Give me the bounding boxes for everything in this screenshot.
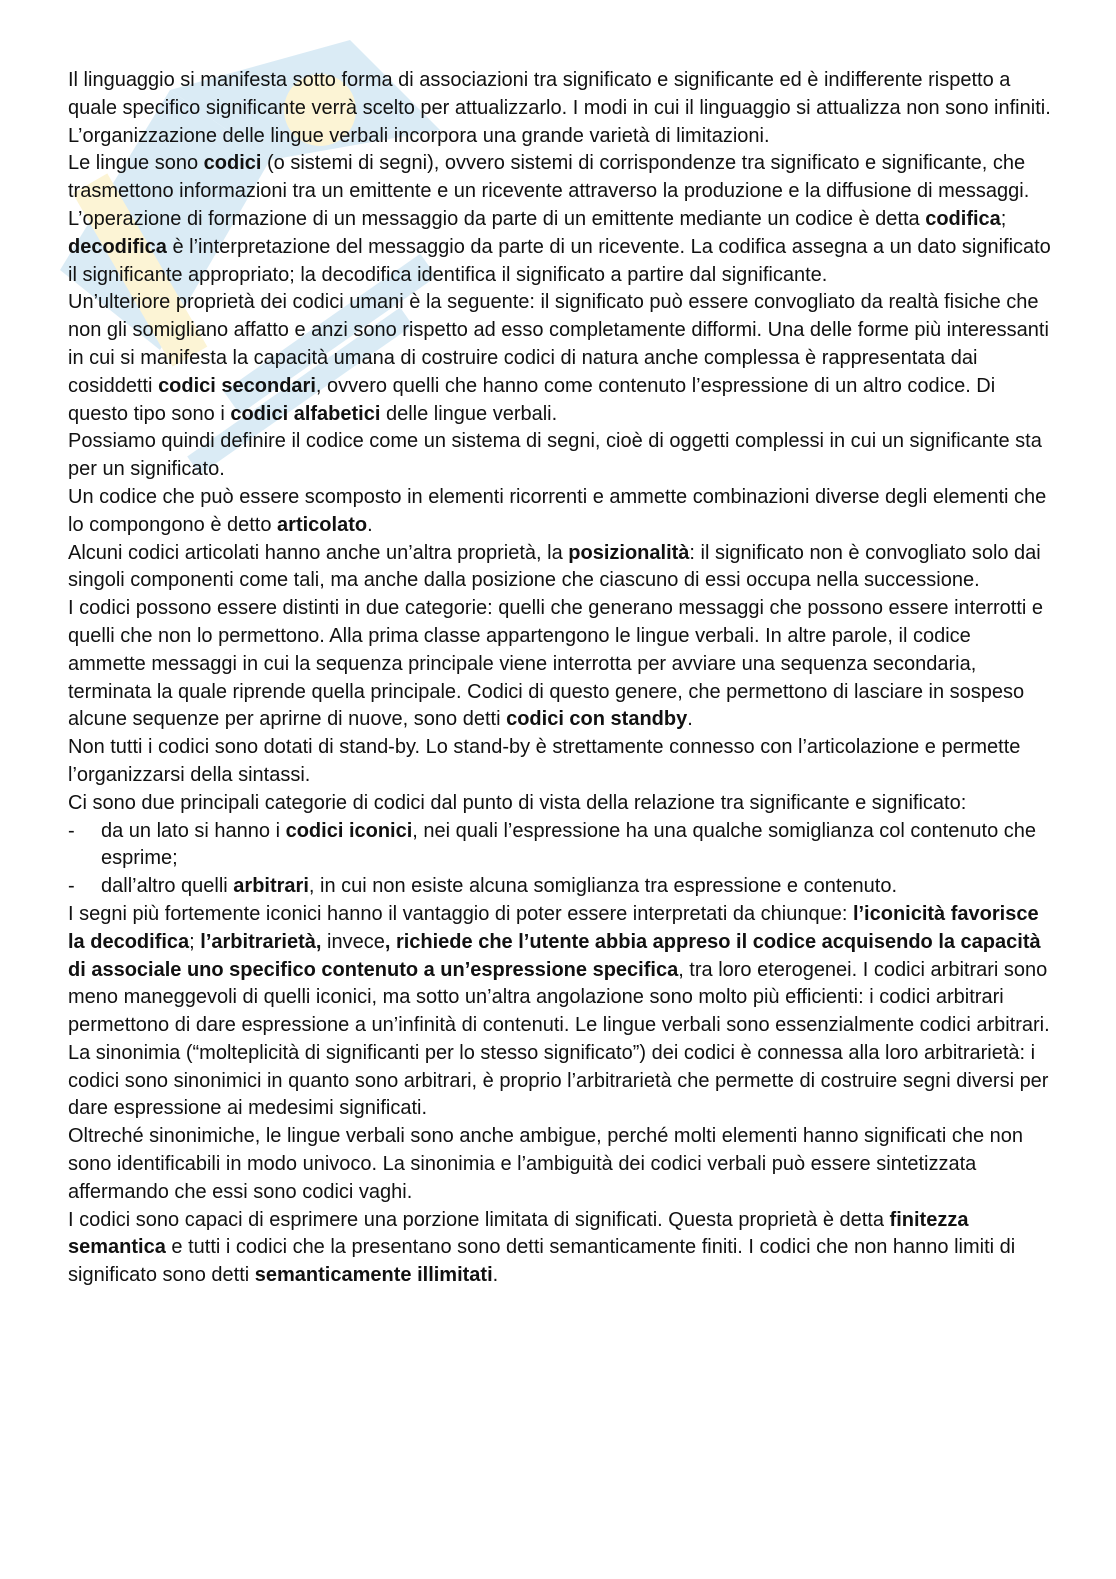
text: , tra loro eterogenei. I codici arbitrari sono meno maneggevoli di quelli iconici, ma sotto un’altra angolazione sono molto più efficienti: i codici arbitrari permettono di dare espressione a un’infinità di contenuti. Le lingue verbali sono essenzialmente codici arbitrari. (68, 958, 1050, 1037)
term-semanticamente-illimitati: semanticamente illimitati (254, 1264, 493, 1287)
text: : il significato non è convogliato solo dai singoli componenti come tali, ma anche dalla posizione che ciascuno di essi occupa nella successione. (68, 541, 1041, 592)
text: , nei quali l’espressione ha una qualche somiglianza col contenuto che esprime; (101, 819, 1037, 870)
text: è l’interpretazione del messaggio da parte di un ricevente. La codifica assegna a un dato significato il significante appropriato; la decodifica identifica il significato a partire dal significante. (68, 235, 1051, 286)
text: Alcuni codici articolati hanno anche un’altra proprietà, la (68, 541, 569, 564)
paragraph-standby-2: Non tutti i codici sono dotati di stand-by. Lo stand-by è strettamente connesso con l’articolazione e permette l’organizzarsi della sintassi. (68, 736, 1021, 786)
text: da un lato si hanno i (101, 819, 286, 842)
paragraph-iconicita (68, 901, 1053, 1040)
term-apprendimento-codice: , richiede che l’utente abbia appreso il codice acquisendo la capacità di associale uno specifico contenuto a un’espressione specifica (68, 930, 1041, 981)
paragraph-sinonimia: La sinonimia (“molteplicità di significanti per lo stesso significato”) dei codici è connessa alla loro arbitrarietà: i codici sono sinonimici in quanto sono arbitrari, è proprio l’arbitrarietà che permette di costruire segni diversi per dare espressione ai medesimi significati. (68, 1041, 1049, 1120)
term-codici-secondari: codici secondari (158, 374, 316, 397)
category-list (68, 818, 1053, 901)
term-codici-alfabetici: codici alfabetici (230, 402, 381, 425)
list-item (68, 818, 1053, 874)
text: I codici possono essere distinti in due categorie: quelli che generano messaggi che possono essere interrotti e quelli che non lo permettono. Alla prima classe appartengono le lingue verbali. In altre parole, il codice ammette messaggi in cui la sequenza principale viene interrotta per avviare una sequenza secondaria, terminata la quale riprende quella principale. Codici di questo genere, che permettono di lasciare in sospeso alcune sequenze per aprirne di nuove, sono detti (68, 597, 1044, 731)
paragraph-standby (68, 595, 1053, 734)
paragraph-ambiguita: Oltreché sinonimiche, le lingue verbali sono anche ambigue, perché molti elementi hanno significati che non sono identificabili in modo univoco. La sinonimia e l’ambiguità dei codici verbali può essere sintetizzata affermando che essi sono codici vaghi. (68, 1125, 1023, 1203)
paragraph-articolato (68, 484, 1053, 540)
document-body (68, 67, 1053, 1290)
text: . (492, 1264, 499, 1287)
text: Un codice che può essere scomposto in elementi ricorrenti e ammette combinazioni diverse degli elementi che lo compongono è detto (68, 485, 1047, 536)
term-arbitrari: arbitrari (233, 875, 309, 898)
paragraph-codici (68, 150, 1053, 289)
term-codifica: codifica (925, 207, 1001, 230)
text: delle lingue verbali. (380, 402, 558, 425)
term-decodifica: decodifica (68, 235, 167, 258)
text: , ovvero quelli che hanno come contenuto l’espressione di un altro codice. Di questo tipo sono i (68, 374, 996, 425)
paragraph-intro: Il linguaggio si manifesta sotto forma di associazioni tra significato e significante ed è indifferente rispetto a quale specifico significante verrà scelto per attualizzarlo. I modi in cui il linguaggio si attualizza non sono infiniti. L’organizzazione delle lingue verbali incorpora una grande varietà di limitazioni. (68, 69, 1051, 147)
paragraph-categorie: Ci sono due principali categorie di codici dal punto di vista della relazione tra significante e significato: (68, 791, 967, 814)
term-codici-con-standby: codici con standby (506, 708, 688, 731)
paragraph-codici-secondari (68, 289, 1053, 428)
text: ; (189, 930, 201, 953)
term-arbitrarieta: l’arbitrarietà, (200, 930, 322, 953)
text: e tutti i codici che la presentano sono detti semanticamente finiti. I codici che non hanno limiti di significato sono detti (68, 1236, 1016, 1287)
term-codici-iconici: codici iconici (285, 819, 413, 842)
term-posizionalita: posizionalità (568, 541, 690, 564)
paragraph-posizionalita (68, 540, 1053, 596)
term-articolato: articolato (277, 513, 368, 536)
text: I codici sono capaci di esprimere una porzione limitata di significati. Questa proprietà è detta (68, 1208, 890, 1231)
term-codici: codici (203, 152, 262, 175)
text: . (687, 708, 693, 731)
text: . (367, 513, 373, 536)
term-finitezza-semantica: finitezza semantica (68, 1208, 969, 1259)
text: , in cui non esiste alcuna somiglianza tra espressione e contenuto. (308, 875, 898, 898)
text: I segni più fortemente iconici hanno il vantaggio di poter essere interpretati da chiunque: (68, 902, 853, 925)
list-item (68, 873, 1053, 901)
text: dall’altro quelli (101, 875, 234, 898)
paragraph-definizione: Possiamo quindi definire il codice come un sistema di segni, cioè di oggetti complessi in cui un significante sta per un significato. (68, 430, 1042, 481)
text: invece (321, 930, 385, 953)
text: Le lingue sono (68, 152, 204, 175)
text: Un’ulteriore proprietà dei codici umani è la seguente: il significato può essere convogliato da realtà fisiche che non gli somigliano affatto e anzi sono rispetto ad esso completamente difformi. Una delle forme più interessanti in cui si manifesta la capacità umana di costruire codici di natura anche complessa è rappresentata dai cosiddetti (68, 291, 1049, 397)
term-iconicita: l’iconicità favorisce la decodifica (68, 902, 1039, 953)
paragraph-finitezza (68, 1207, 1053, 1290)
text: ; (1000, 207, 1007, 230)
text: (o sistemi di segni), ovvero sistemi di corrispondenze tra significato e significante, che trasmettono informazioni tra un emittente e un ricevente attraverso la produzione e la diffusione di messaggi. L’operazione di formazione di un messaggio da parte di un emittente mediante un codice è detta (68, 152, 1030, 230)
